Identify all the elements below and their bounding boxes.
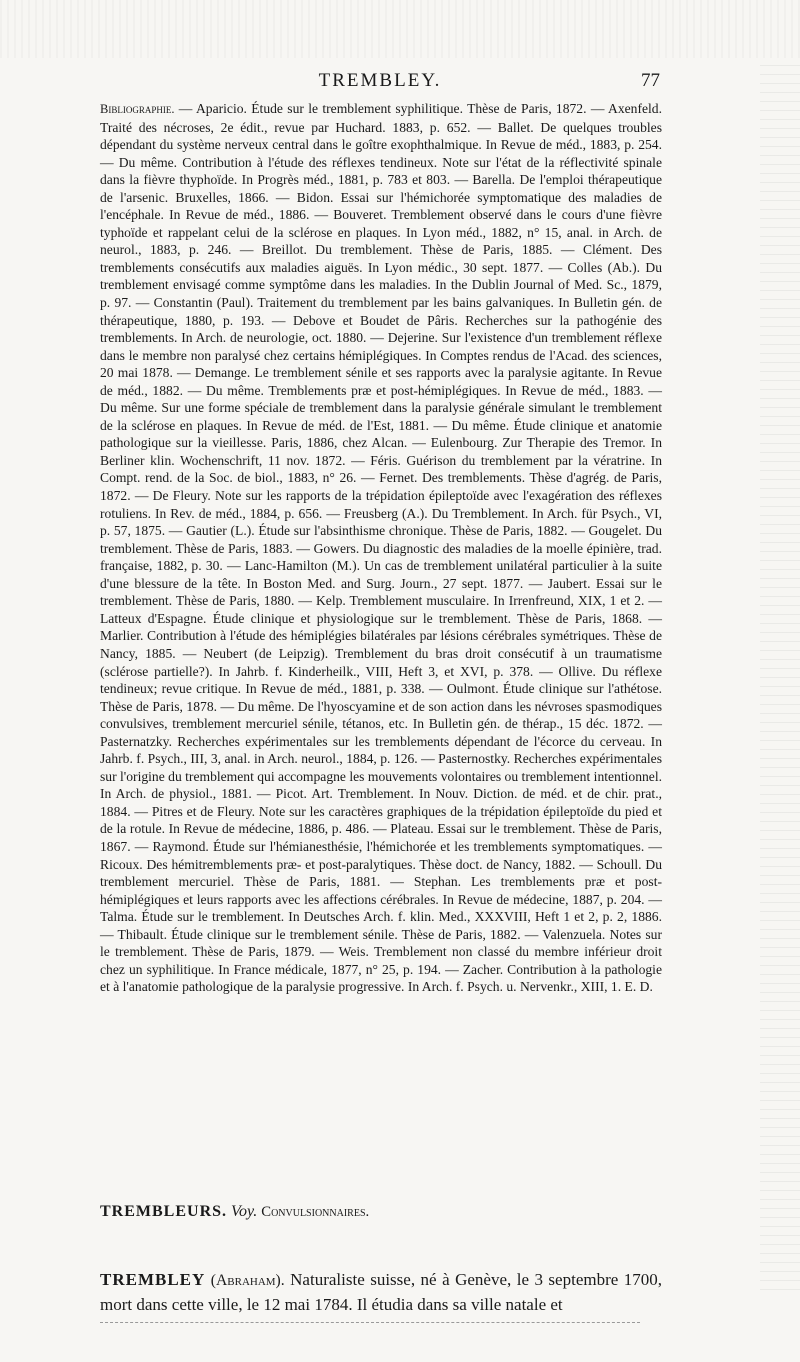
entry-voy: Voy. (231, 1203, 258, 1220)
bibliography-text: — Aparicio. Étude sur le tremblement syphilitique. Thèse de Paris, 1872. — Axenfeld. Traité des nécroses, 2e édit., revue par Huchard. 1883, p. 652. — Ballet. De quelques troubles dépendant du système nerveux central dans le goître exophthalmique. In Revue de méd., 1883, p. 254. — Du même. Contribution à l'étude des réflexes tendineux. Note sur l'état de la réflectivité spinale dans la fièvre thyphoïde. In Progrès méd., 1881, p. 783 et 803. — Barella. De l'emploi thérapeutique de l'arsenic. Bruxelles, 1866. — Bidon. Essai sur l'hémichorée symptomatique des maladies de l'encéphale. In Revue de méd., 1886. — Bouveret. Tremblement observé dans le cours d'une fièvre typhoïde et rappelant celui de la sclérose en plaques. In Lyon méd., 1882, n° 15, anal. in Arch. de neurol., 1883, p. 246. — Breillot. Du tremblement. Thèse de Paris, 1885. — Clément. Des tremblements consécutifs aux maladies aiguës. In Lyon médic., 30 sept. 1877. — Colles (Ab.). Du tremblement envisagé comme symptôme dans les maladies. In the Dublin Journal of Med. Sc., 1879, p. 97. — Constantin (Paul). Traitement du tremblement par les bains galvaniques. In Bulletin gén. de thérapeutique, 1880, p. 193. — Debove et Boudet de Pâris. Recherches sur la pathogénie des tremblements. In Arch. de neurologie, oct. 1880. — Dejerine. Sur l'existence d'un tremblement réflexe dans le membre non paralysé chez certains hémiplégiques. In Comptes rendus de l'Acad. des sciences, 20 mai 1878. — Demange. Le tremblement sénile et ses rapports avec la paralysie agitante. In Revue de méd., 1882. — Du même. Tremblements præ et post-hémiplégiques. In Revue de méd., 1883. — Du même. Sur une forme spéciale de tremblement dans la paralysie générale simulant le tremblement de la sclérose en plaques. In Revue de méd. de l'Est, 1881. — Du même. Étude clinique et anatomie pathologique sur la vieillesse. Paris, 1886, chez Alcan. — Eulenbourg. Zur Therapie des Tremor. In Berliner klin. Wochenschrift, 11 nov. 1872. — Féris. Guérison du tremblement par la vératrine. In Compt. rend. de la Soc. de biol., 1883, n° 26. — Fernet. Des tremblements. Thèse d'agrég. de Paris, 1872. — De Fleury. Note sur les rapports de la trépidation épileptoïde avec l'exagération des réflexes rotuliens. In Rev. de méd., 1884, p. 656. — Freusberg (A.). Du Tremblement. In Arch. für Psych., VI, p. 57, 1875. — Gautier (L.). Étude sur l'absinthisme chronique. Thèse de Paris, 1882. — Gougelet. Du tremblement. Thèse de Paris, 1883. — Gowers. Du diagnostic des maladies de la moelle épinière, trad. française, 1882, p. 30. — Lanc-Hamilton (M.). Un cas de tremblement unilatéral particulier à la suite d'une blessure de la tête. In Boston Med. and Surg. Journ., 27 sept. 1877. — Jaubert. Essai sur le tremblement. Thèse de Paris, 1880. — Kelp. Tremblement musculaire. In Irrenfreund, XIX, 1 et 2. — Latteux d'Espagne. Étude clinique et physiologique sur le tremblement. Thèse de Paris, 1868. — Marlier. Contribution à l'étude des hémiplégies bilatérales par lésions cérébrales symétriques. Thèse de Nancy, 1885. — Neubert (de Leipzig). Tremblement du bras droit consécutif à un traumatisme (sclérose partielle?). In Jahrb. f. Kinderheilk., VIII, Heft 3, et XVI, p. 378. — Ollive. Du réflexe tendineux; revue critique. In Revue de méd., 1881, p. 338. — Oulmont. Étude clinique sur l'athétose. Thèse de Paris, 1878. — Du même. De l'hyoscyamine et de son action dans les névroses spasmodiques convulsives, tremblement mercuriel sénile, tétanos, etc. In Bulletin gén. de thérap., 15 déc. 1872. — Pasternatzky. Recherches expérimentales sur les tremblements dépendant de l'écorce du cerveau. In Jahrb. f. Psych., III, 3, anal. in Arch. neurol., 1884, p. 126. — Pasternostky. Recherches expérimentales sur l'origine du tremblement qui accompagne les mouvements volontaires ou tremblement intentionnel. In Arch. de physiol., 1881. — Picot. Art. Tremblement. In Nouv. Diction. de méd. et de chir. prat., 1884. — Pitres et de Fleury. Note sur les caractères graphiques de la trépidation épileptoïde du pied et de la rotule. In Revue de médecine, 1886, p. 486. — Plateau. Essai sur le tremblement. Thèse de Paris, 1867. — Raymond. Étude sur l'hémianesthésie, l'hémichorée et les tremblements symptomatiques. — Ricoux. Des hémitremblements præ- et post-paralytiques. Thèse doct. de Nancy, 1882. — Schoull. Du tremblement mercuriel. Thèse de Paris, 1881. — Stephan. Les tremblements præ et post-hémiplégiques et leurs rapports avec les affections cérébrales. In Revue de médecine, 1887, p. 204. — Talma. Étude sur le tremblement. In Deutsches Arch. f. klin. Med., XXXVIII, Heft 1 et 2, p. 2, 1886. — Thibault. Étude clinique sur le tremblement sénile. Thèse de Paris, 1882. — Valenzuela. Notes sur le tremblement. Thèse de Paris, 1879. — Weis. Tremblement non classé du membre inférieur droit chez un syphilitique. In France médicale, 1877, n° 25, p. 194. — Zacher. Contribution à la pathologie et à l'anatomie pathologique de la paralysie progressive. In Arch. f. Psych. u. Nervenkr., XIII, 1. (100, 101, 662, 995)
entry-trembley (100, 1268, 662, 1317)
page-number: 77 (641, 70, 660, 91)
entry-text: Naturaliste suisse, né à Genève, le 3 septembre 1700, mort dans cette ville, le 12 mai 1784. Il étudia dans sa ville natale et (100, 1270, 663, 1314)
entry-cross-reference: Convulsionnaires. (261, 1204, 370, 1220)
page-header (100, 70, 660, 100)
bibliography-block (100, 100, 662, 996)
bibliography-paragraph (100, 100, 662, 996)
entry-trembleurs (100, 1200, 662, 1224)
running-head: TREMBLEY. (318, 70, 442, 91)
bibliography-label: Bibliographie. (100, 102, 175, 116)
entry-given-name: (Abraham). (210, 1272, 285, 1289)
entry-headword: TREMBLEY (100, 1270, 206, 1289)
author-signature: E. D. (624, 979, 653, 995)
page-bottom-rule (100, 1322, 640, 1325)
entry-headword: TREMBLEURS. (100, 1203, 228, 1220)
scan-edge-right (760, 60, 800, 1290)
scan-noise-top (0, 0, 800, 58)
